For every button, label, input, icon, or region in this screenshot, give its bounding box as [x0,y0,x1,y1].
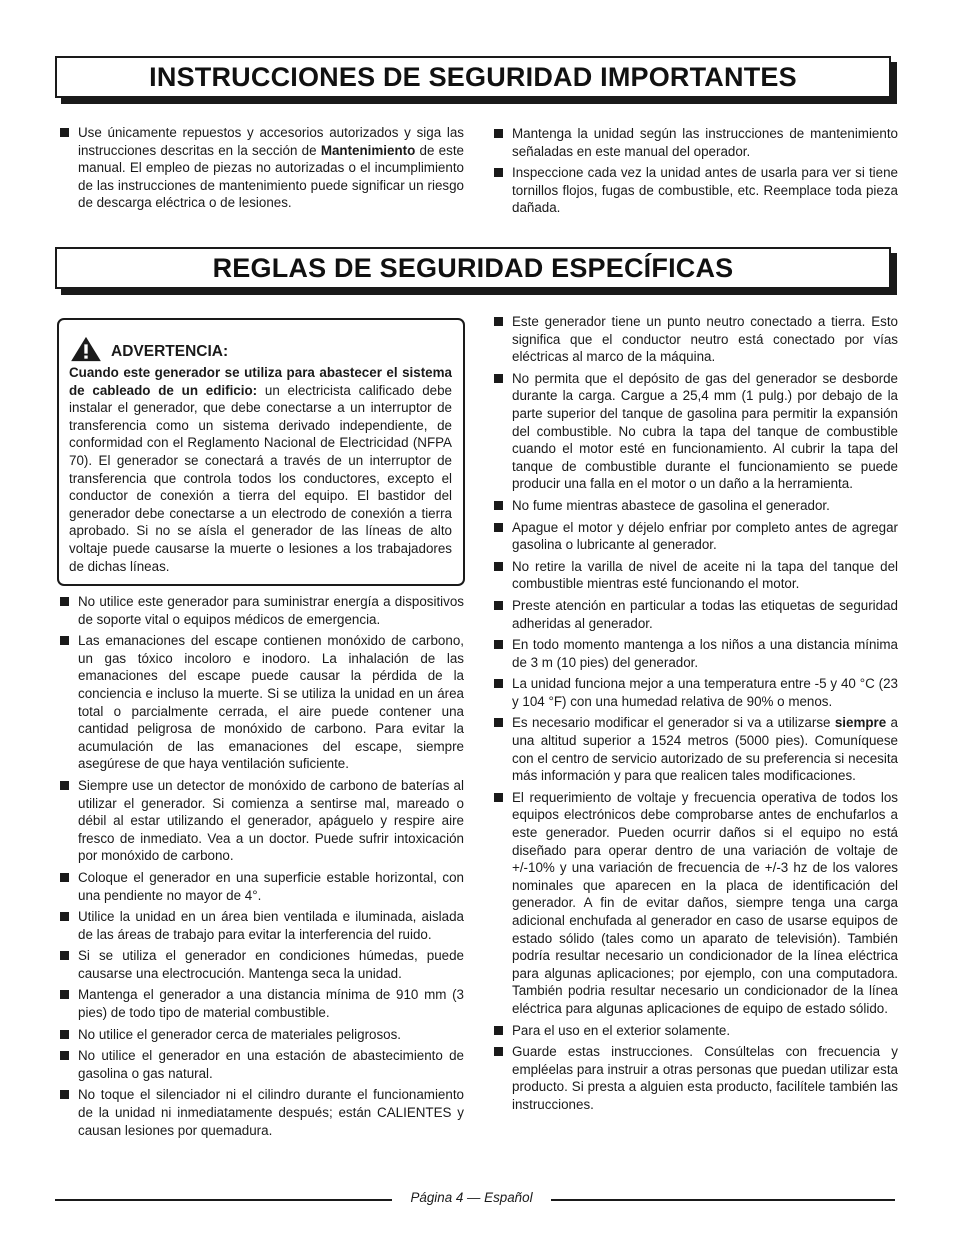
list-item-text: a una altitud superior a 1524 metros (5000 pies). Comuníquese con el centro de servicio autorizado de su preferencia si necesita más información y para que realicen tales modificaciones. [512,715,898,784]
bullet-square-icon [494,523,503,532]
list-item-text: No fume mientras abastece de gasolina el generador. [512,497,830,513]
bullet-list [491,125,898,217]
list-item-text: Mantenga el generador a una distancia mínima de 910 mm (3 pies) de todo tipo de material combustible. [78,987,464,1021]
list-item-text: No permita que el depósito de gas del generador se desborde durante la carga. Cargue a 25,4 mm (1 pulg.) por debajo de la parte superior del tanque de gasolina para permitir la expansión del combustible. No cubra la tapa del tanque de combustible cuando el motor esté en funcionamiento. Al cubrir la tapa del tanque de combustible durante el funcionamiento se puede producir una falla en el motor o un daño a la herramienta. [512,370,898,492]
page-footer: Página 4 — Español [410,1190,533,1205]
list-item-bold-text: Mantenimiento [320,142,416,158]
list-item [491,636,898,671]
list-item-text: No retire la varilla de nivel de aceite ni la tapa del tanque del combustible mientras esté funcionando el motor. [512,558,898,592]
bullet-square-icon [60,1090,69,1099]
list-item [491,313,898,366]
bullet-square-icon [494,374,503,383]
list-item-text: Mantenga la unidad según las instrucciones de mantenimiento señaladas en este manual del operador. [512,126,898,159]
warning-triangle-icon [69,336,103,362]
list-item [57,593,464,628]
list-item [57,777,464,865]
list-item-text: No utilice el generador cerca de materiales peligrosos. [78,1026,402,1042]
list-item [57,908,464,943]
warning-bold-text: Cuando este generador se utiliza para abastecer el sistema de cableado de un edificio: [69,365,452,398]
bullet-square-icon [60,636,69,645]
list-item [491,1043,898,1113]
section-title-important: INSTRUCCIONES DE SEGURIDAD IMPORTANTES [149,61,797,92]
bullet-square-icon [60,951,69,960]
list-item-text: Guarde estas instrucciones. Consúltelas con frecuencia y empléelas para instruir a otras personas que puedan utilizar esta producto. Si presta a alguien esta producto, facilítele también las instrucciones. [512,1044,898,1112]
list-item [491,789,898,1018]
list-item [57,1047,464,1082]
bullet-square-icon [60,781,69,790]
list-item [491,519,898,554]
list-item-text: Para el uso en el exterior solamente. [512,1022,731,1038]
list-item-text: Si se utiliza el generador en condiciones húmedas, puede causarse una electrocución. Mantenga seca la unidad. [78,948,464,981]
list-item-text: Use únicamente repuestos y accesorios autorizados y siga las instrucciones descritas en la sección de [78,125,464,158]
list-item [57,124,464,212]
list-item-text: Utilice la unidad en un área bien ventilada e iluminada, aislada de las áreas de trabajo para evitar la interferencia del ruido. [78,909,464,942]
bullet-square-icon [494,640,503,649]
list-item [57,986,464,1021]
bullet-square-icon [494,501,503,510]
list-item [57,947,464,982]
list-item-text: Preste atención en particular a todas las etiquetas de seguridad adheridas al generador. [512,597,898,631]
list-item-text: No toque el silenciador ni el cilindro durante el funcionamiento de la unidad ni inmediatamente después; están CALIENTES y causan lesiones por quemadura. [78,1087,464,1138]
list-item [57,869,464,904]
bullet-square-icon [494,562,503,571]
bullet-square-icon [494,601,503,610]
list-item [491,597,898,632]
footer-rule-right [551,1199,895,1201]
bullet-list [57,593,464,1139]
list-item [491,164,898,217]
warning-box [57,318,465,586]
list-item-text: Inspeccione cada vez la unidad antes de usarla para ver si tiene tornillos flojos, fugas de combustible, etc. Reemplace toda pieza dañada. [512,165,898,216]
section-banner-specific [55,247,891,289]
bullet-square-icon [60,597,69,606]
bullet-square-icon [60,1030,69,1039]
list-item-text: Es necesario modificar el generador si va a utilizarse [512,715,835,731]
warning-body [69,364,452,575]
list-item-text: En todo momento mantenga a los niños a una distancia mínima de 3 m (10 pies) del generador. [512,637,898,670]
top-left-column [57,124,464,216]
bullet-square-icon [60,1051,69,1060]
list-item [491,675,898,710]
list-item [57,1086,464,1139]
list-item-bold-text: siempre [834,715,887,731]
section-title-specific: REGLAS DE SEGURIDAD ESPECÍFICAS [212,252,734,283]
list-item [491,370,898,493]
list-item [491,558,898,593]
main-left-column [57,593,464,1143]
bullet-list [57,124,464,212]
section-banner-important [55,56,891,98]
bullet-square-icon [494,718,503,727]
main-right-column [491,313,898,1118]
footer-rule-left [55,1199,392,1201]
list-item [491,497,898,515]
list-item-text: Coloque el generador en una superficie estable horizontal, con una pendiente no mayor de 4°. [78,869,464,903]
warning-title: ADVERTENCIA: [111,343,229,361]
list-item-text: Apague el motor y déjelo enfriar por completo antes de agregar gasolina o lubricante al generador. [512,519,898,553]
bullet-square-icon [494,129,503,138]
list-item-text: La unidad funciona mejor a una temperatura entre -5 y 40 °C (23 y 104 °F) con una humedad relativa de 90% o menos. [512,676,898,709]
list-item-text: Las emanaciones del escape contienen monóxido de carbono, un gas tóxico incoloro e inodoro. La inhalación de las emanaciones del escape puede causar la pérdida de la conciencia e incluso la muerte. Si se utiliza la unidad en un área total o parcialmente cerrada, el aire puede contener una cantidad peligrosa de monóxido de carbono. Para evitar la acumulación de las emanaciones del escape, siempre asegúrese de que haya ventilación suficiente. [78,633,464,772]
bullet-square-icon [494,168,503,177]
bullet-square-icon [60,912,69,921]
bullet-square-icon [494,793,503,802]
list-item-text: de este manual. El empleo de piezas no autorizadas o el incumplimiento de las instrucciones de mantenimiento puede significar un riesgo de descarga eléctrica o de lesiones. [78,142,464,211]
list-item-text: No utilice el generador en una estación de abastecimiento de gasolina o gas natural. [78,1048,464,1081]
list-item-text: Siempre use un detector de monóxido de carbono de baterías al utilizar el generador. Si comienza a sentirse mal, mareado o débil al estar utilizando el generador, apáguelo y respire aire fresco de inmediato. Vea a un doctor. Puede sufrir intoxicación por monóxido de carbono. [78,777,464,864]
bullet-square-icon [494,679,503,688]
list-item [491,714,898,784]
list-item [57,632,464,773]
bullet-list [491,313,898,1114]
list-item [491,1022,898,1040]
list-item-text: Este generador tiene un punto neutro conectado a tierra. Esto significa que el conductor neutro está conectado por vías eléctricas al marco de la máquina. [512,314,898,365]
list-item-text: El requerimiento de voltaje y frecuencia operativa de todos los equipos electrónicos debe comprobarse antes de enchufarlos a este generador. Pueden ocurrir daños si el equipo no está diseñado para operar dentro de una variación de voltaje de +/-10% y una variación de frecuencia de +/-3 hz de los valores nominales que aparecen en la placa de identificación del generador. A fin de evitar daños, siempre tenga una carga adicional enchufada al generador en caso de usarse equipos de estado sólido (tales como un aparato de televisión). También podría resultar necesario un condicionador de la línea eléctrica para algunas aplicaciones; por ejemplo, con una computadora. También podria resultar necesario un condicionador de la línea eléctrica para algunas aplicaciones de equipo de estado sólido. [512,789,898,1016]
bullet-square-icon [60,128,69,137]
bullet-square-icon [494,317,503,326]
list-item-text: No utilice este generador para suministrar energía a dispositivos de soporte vital o equipos médicos de emergencia. [78,594,464,627]
warning-header [69,342,452,362]
list-item [491,125,898,160]
top-right-column [491,125,898,221]
bullet-square-icon [494,1026,503,1035]
bullet-square-icon [494,1047,503,1056]
warning-text: un electricista calificado debe instalar el generador, que debe conectarse a un interruptor de transferencia como un sistema derivado independiente, de conformidad con el Reglamento Nacional de Electricidad (NFPA 70). El generador se conectará a través de un interruptor de transferencia que controla todos los conductores, excepto el conductor de conexión a tierra del equipo. El bastidor del generador debe conectarse a un electrodo de conexión a tierra aprobado. Si no se aísla el generador de las líneas de alto voltaje puede causarse la muerte o lesiones a los trabajadores de dichas líneas. [69,382,452,574]
bullet-square-icon [60,873,69,882]
list-item [57,1026,464,1044]
bullet-square-icon [60,990,69,999]
